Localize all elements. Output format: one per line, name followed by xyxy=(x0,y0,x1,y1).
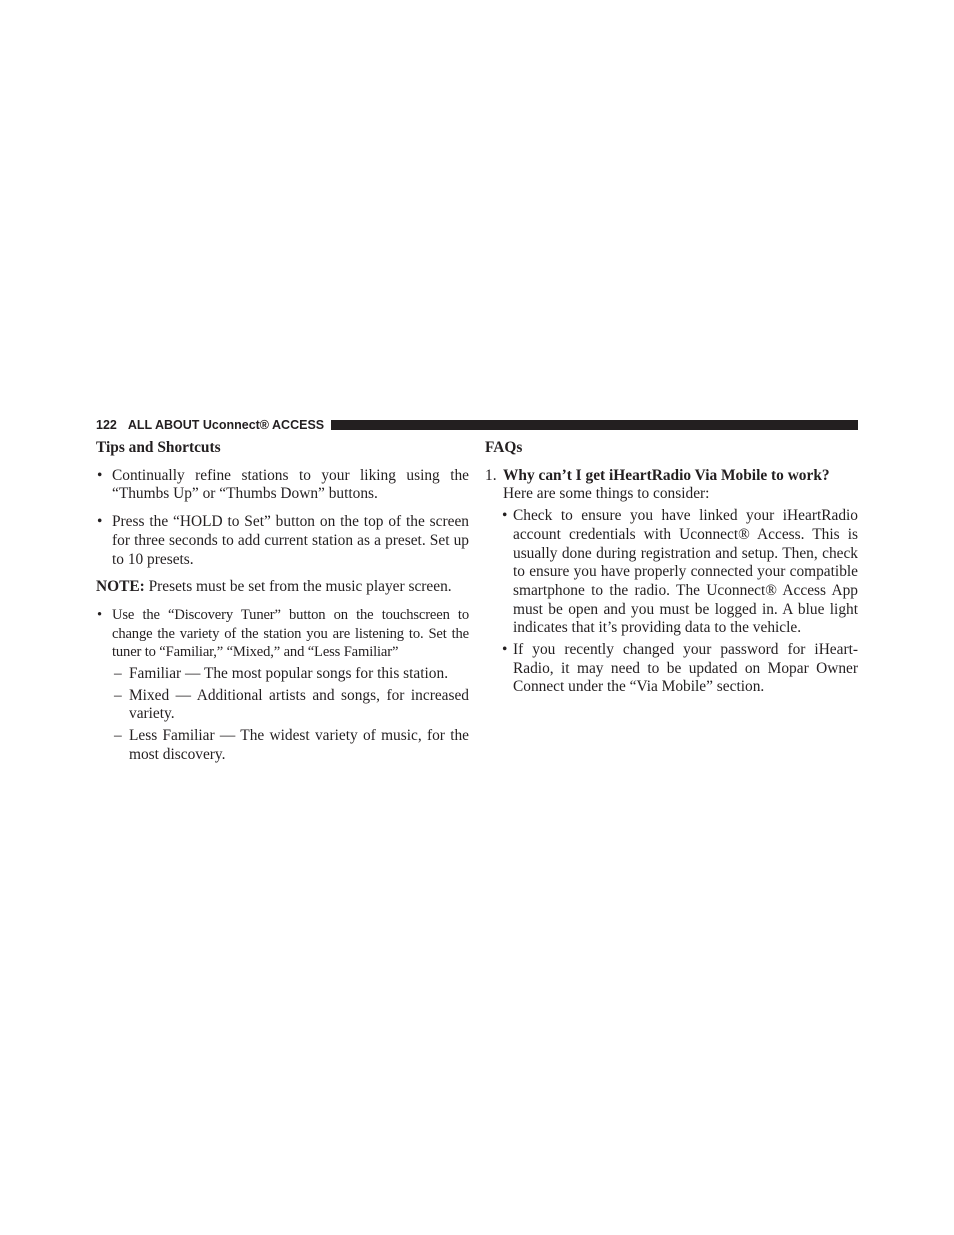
section-title: ALL ABOUT Uconnect® ACCESS xyxy=(127,418,325,432)
faq-item xyxy=(485,467,858,504)
dash-mark: – xyxy=(114,727,122,745)
dash-mark: – xyxy=(114,686,122,704)
faq-bullet-password: • If you recently changed your password for iHeart-Radio, it may need to be updated on Mopar Owner Connect under the “Via Mobile” section. xyxy=(485,641,858,697)
note-paragraph xyxy=(96,578,469,597)
faq-question: Why can’t I get iHeartRadio Via Mobile to work? xyxy=(503,466,830,484)
tips-heading: Tips and Shortcuts xyxy=(96,439,221,456)
tip-bullet-thumbs: • Continually refine stations to your liking using the “Thumbs Up” or “Thumbs Down” buttons. xyxy=(96,467,469,504)
dash-item-familiar xyxy=(96,665,469,684)
right-column xyxy=(485,437,858,697)
note-label: NOTE: xyxy=(96,578,145,596)
header-rule xyxy=(331,420,858,430)
dash-text: Less Familiar — The widest variety of music, for the most discovery. xyxy=(129,727,469,763)
page-header xyxy=(96,417,858,433)
dash-item-less-familiar xyxy=(96,727,469,764)
dash-item-mixed xyxy=(96,687,469,724)
page-number: 122 xyxy=(96,418,117,432)
dash-text: Familiar — The most popular songs for this station. xyxy=(129,665,449,683)
faq-bullet-linked: • Check to ensure you have linked your iHeartRadio account credentials with Uconnect® Access. This is usually done during registration and setup. Then, check to ensure you have properly connected your compatible smartphone to the radio. The Uconnect® Access App must be open and you must be logged in. A blue light indicates that it’s providing data to the vehicle. xyxy=(485,507,858,638)
dash-mark: – xyxy=(114,665,122,683)
dash-text: Mixed — Additional artists and songs, for increased variety. xyxy=(129,686,469,723)
tip-bullet-hold: • Press the “HOLD to Set” button on the top of the screen for three seconds to add current station as a preset. Set up to 10 presets. xyxy=(96,513,469,569)
faqs-heading: FAQs xyxy=(485,439,523,456)
note-text: Presets must be set from the music player screen. xyxy=(144,578,452,596)
faq-number: 1. xyxy=(485,466,497,484)
tip-bullet-discovery: • Use the “Discovery Tuner” button on the touchscreen to change the variety of the station you are listening to. Set the tuner to “Familiar,” “Mixed,” and “Less Familiar” xyxy=(96,606,469,662)
left-column xyxy=(96,437,469,765)
faq-intro: Here are some things to consider: xyxy=(503,485,710,503)
